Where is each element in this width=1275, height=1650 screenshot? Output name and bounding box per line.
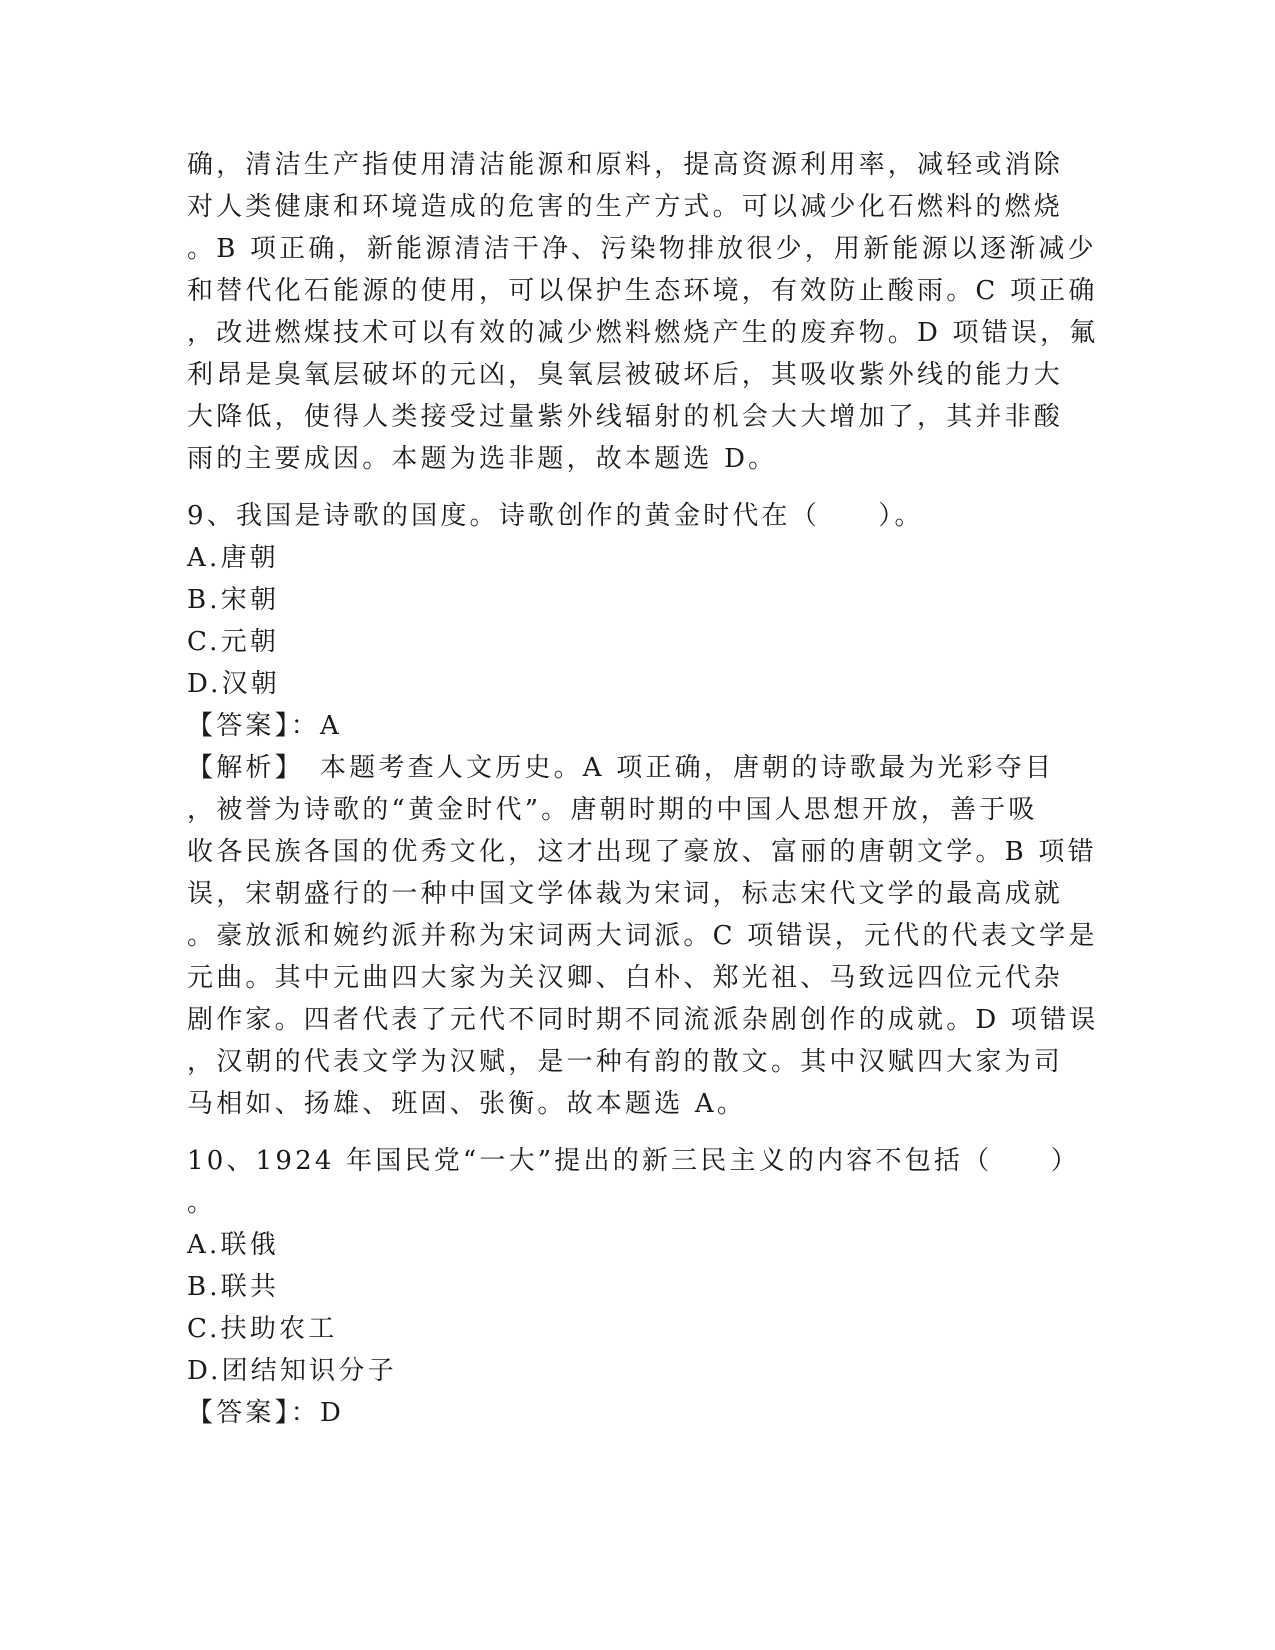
text-line: 和替代化石能源的使用，可以保护生态环境，有效防止酸雨。C 项正确 — [187, 276, 1098, 306]
option-d: D.团结知识分子 — [187, 1356, 397, 1386]
text-line: ，改进燃煤技术可以有效的减少燃料燃烧产生的废弃物。D 项错误，氟 — [187, 318, 1099, 348]
analysis-paragraph — [187, 747, 1099, 1125]
question-text: 10、1924 年国民党“一大”提出的新三民主义的内容不包括（ ） — [187, 1146, 1080, 1176]
option-a: A.联俄 — [187, 1230, 279, 1260]
option-c: C.扶助农工 — [187, 1314, 338, 1344]
option-b: B.宋朝 — [187, 585, 280, 615]
option-a: A.唐朝 — [187, 543, 279, 573]
text-line: 大降低，使得人类接受过量紫外线辐射的机会大大增加了，其并非酸 — [187, 402, 1064, 432]
text-line: 利昂是臭氧层破坏的元凶，臭氧层被破坏后，其吸收紫外线的能力大 — [187, 360, 1064, 390]
text-line: 确，清洁生产指使用清洁能源和原料，提高资源利用率，减轻或消除 — [187, 150, 1064, 180]
text-line: ，汉朝的代表文学为汉赋，是一种有韵的散文。其中汉赋四大家为司 — [187, 1047, 1064, 1077]
text-line: 元曲。其中元曲四大家为关汉卿、白朴、郑光祖、马致远四位元代杂 — [187, 963, 1064, 993]
text-line: 。豪放派和婉约派并称为宋词两大词派。C 项错误，元代的代表文学是 — [187, 921, 1098, 951]
answer-line: 【答案】：A — [187, 711, 342, 741]
text-line: 【解析】 本题考查人文历史。A 项正确，唐朝的诗歌最为光彩夺目 — [187, 753, 1055, 783]
text-line: 马相如、扬雄、班固、张衡。故本题选 A。 — [187, 1089, 747, 1119]
answer-line: 【答案】：D — [187, 1398, 345, 1428]
text-line: 误，宋朝盛行的一种中国文学体裁为宋词，标志宋代文学的最高成就 — [187, 879, 1064, 909]
text-line: 对人类健康和环境造成的危害的生产方式。可以减少化石燃料的燃烧 — [187, 192, 1064, 222]
question-9 — [187, 495, 1099, 1125]
text-line: ，被誉为诗歌的“黄金时代”。唐朝时期的中国人思想开放，善于吸 — [187, 795, 1038, 825]
intro-paragraph — [187, 144, 1099, 480]
option-c: C.元朝 — [187, 627, 280, 657]
text-line: 收各民族各国的优秀文化，这才出现了豪放、富丽的唐朝文学。B 项错 — [187, 837, 1097, 867]
question-text-continued: 。 — [187, 1188, 217, 1218]
text-line: 雨的主要成因。本题为选非题，故本题选 D。 — [187, 444, 778, 474]
text-line: 剧作家。四者代表了元代不同时期不同流派杂剧创作的成就。D 项错误 — [187, 1005, 1099, 1035]
option-b: B.联共 — [187, 1272, 280, 1302]
text-line: 。B 项正确，新能源清洁干净、污染物排放很少，用新能源以逐渐减少 — [187, 234, 1097, 264]
question-10 — [187, 1140, 1087, 1434]
option-d: D.汉朝 — [187, 669, 280, 699]
question-text: 9、我国是诗歌的国度。诗歌创作的黄金时代在（ ）。 — [187, 501, 924, 531]
document-page — [187, 144, 1099, 1434]
